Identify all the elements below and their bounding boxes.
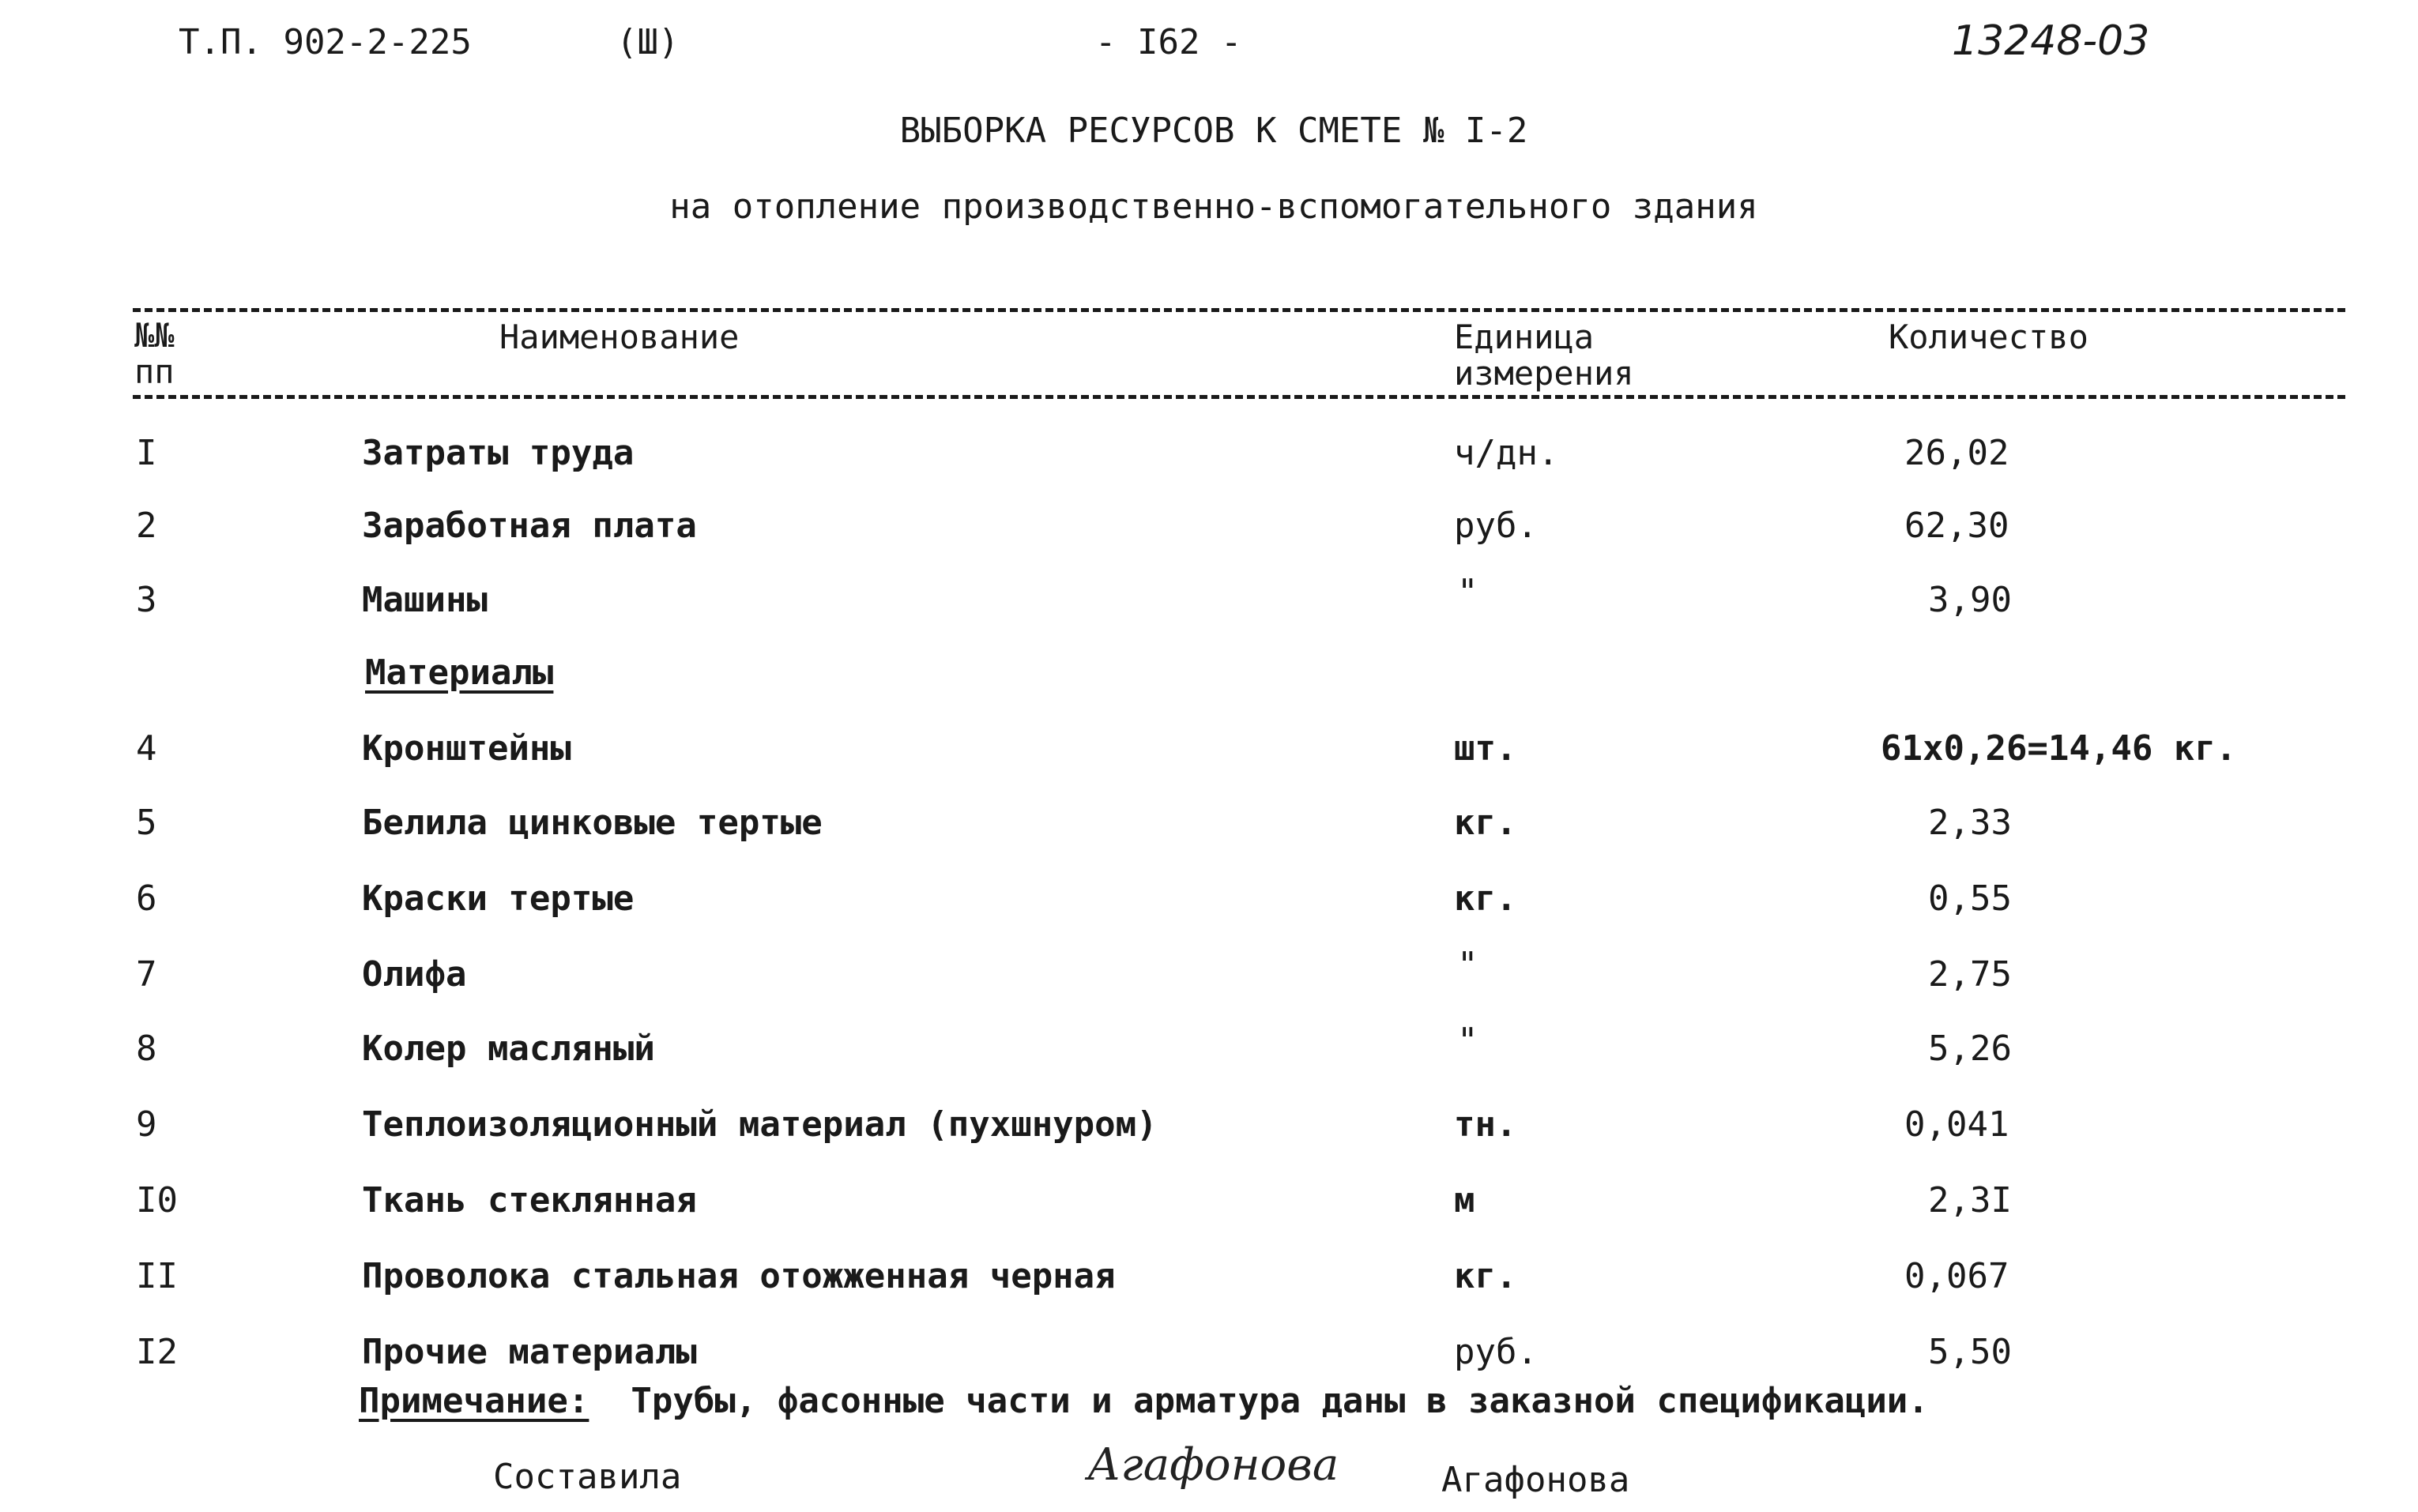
column-header-quantity: Количество xyxy=(1889,318,2088,356)
row-number: I2 xyxy=(136,1332,178,1372)
page-number: - I62 - xyxy=(1095,22,1242,62)
row-quantity: 0,55 xyxy=(1928,878,2012,919)
row-number: II xyxy=(136,1256,178,1296)
column-header-unit: Единица измерения xyxy=(1454,318,1634,393)
row-quantity: 5,26 xyxy=(1928,1029,2012,1069)
row-name: Колер масляный xyxy=(362,1029,655,1069)
row-quantity: 2,3I xyxy=(1928,1180,2012,1221)
compiled-by-label: Составила xyxy=(493,1457,682,1497)
column-header-number: №№ пп xyxy=(134,316,175,391)
row-unit: шт. xyxy=(1454,728,1517,769)
row-unit: тн. xyxy=(1454,1104,1517,1145)
note xyxy=(359,1381,1929,1421)
row-quantity: 0,041 xyxy=(1904,1104,2009,1145)
row-unit: " xyxy=(1457,1021,1478,1061)
document-number: 13248-03 xyxy=(1952,17,2150,65)
row-name: Белила цинковые тертые xyxy=(362,803,823,843)
row-number: 6 xyxy=(136,878,157,919)
row-number: 8 xyxy=(136,1029,157,1069)
note-label: Примечание: xyxy=(359,1381,589,1421)
row-quantity: 3,90 xyxy=(1928,580,2012,620)
row-name: Олифа xyxy=(362,954,467,995)
row-unit: кг. xyxy=(1454,878,1517,919)
row-name: Заработная плата xyxy=(362,506,697,546)
row-quantity: 2,33 xyxy=(1928,803,2012,843)
section-heading-materials: Материалы xyxy=(365,653,554,693)
note-text: Трубы, фасонные части и арматура даны в заказной спецификации. xyxy=(631,1381,1929,1421)
row-number: I xyxy=(136,433,157,473)
row-quantity: 26,02 xyxy=(1904,433,2009,473)
row-unit: руб. xyxy=(1454,506,1538,546)
row-quantity: 2,75 xyxy=(1928,954,2012,995)
page-title: ВЫБОРКА РЕСУРСОВ К СМЕТЕ № I-2 xyxy=(899,111,1528,151)
table-header-rule xyxy=(133,395,2345,399)
row-name: Краски тертые xyxy=(362,878,635,919)
row-unit: " xyxy=(1457,945,1478,985)
row-number: 5 xyxy=(136,803,157,843)
row-unit: м xyxy=(1454,1180,1475,1221)
row-name: Ткань стеклянная xyxy=(362,1180,697,1221)
row-number: 7 xyxy=(136,954,157,995)
row-unit: ч/дн. xyxy=(1454,433,1559,473)
row-name: Проволока стальная отожженная черная xyxy=(362,1256,1116,1296)
row-number: 3 xyxy=(136,580,157,620)
row-quantity: 61х0,26=14,46 кг. xyxy=(1881,728,2237,769)
row-number: 9 xyxy=(136,1104,157,1145)
row-unit: кг. xyxy=(1454,803,1517,843)
row-quantity: 62,30 xyxy=(1904,506,2009,546)
row-unit: кг. xyxy=(1454,1256,1517,1296)
row-number: 2 xyxy=(136,506,157,546)
volume-marker: (Ш) xyxy=(616,22,680,62)
row-number: I0 xyxy=(136,1180,178,1221)
row-name: Затраты труда xyxy=(362,433,635,473)
signature: Агафонова xyxy=(1087,1439,1339,1491)
project-code: Т.П. 902-2-225 xyxy=(179,22,472,62)
row-quantity: 5,50 xyxy=(1928,1332,2012,1372)
row-unit: " xyxy=(1457,572,1478,612)
row-unit: руб. xyxy=(1454,1332,1538,1372)
column-header-name: Наименование xyxy=(499,318,740,356)
row-name: Теплоизоляционный материал (пухшнуром) xyxy=(362,1104,1158,1145)
row-name: Машины xyxy=(362,580,488,620)
table-top-rule xyxy=(133,308,2345,312)
row-name: Прочие материалы xyxy=(362,1332,697,1372)
row-number: 4 xyxy=(136,728,157,769)
row-name: Кронштейны xyxy=(362,728,571,769)
page-subtitle: на отопление производственно-вспомогательного здания xyxy=(669,186,1758,227)
row-quantity: 0,067 xyxy=(1904,1256,2009,1296)
compiler-name: Агафонова xyxy=(1441,1460,1630,1500)
